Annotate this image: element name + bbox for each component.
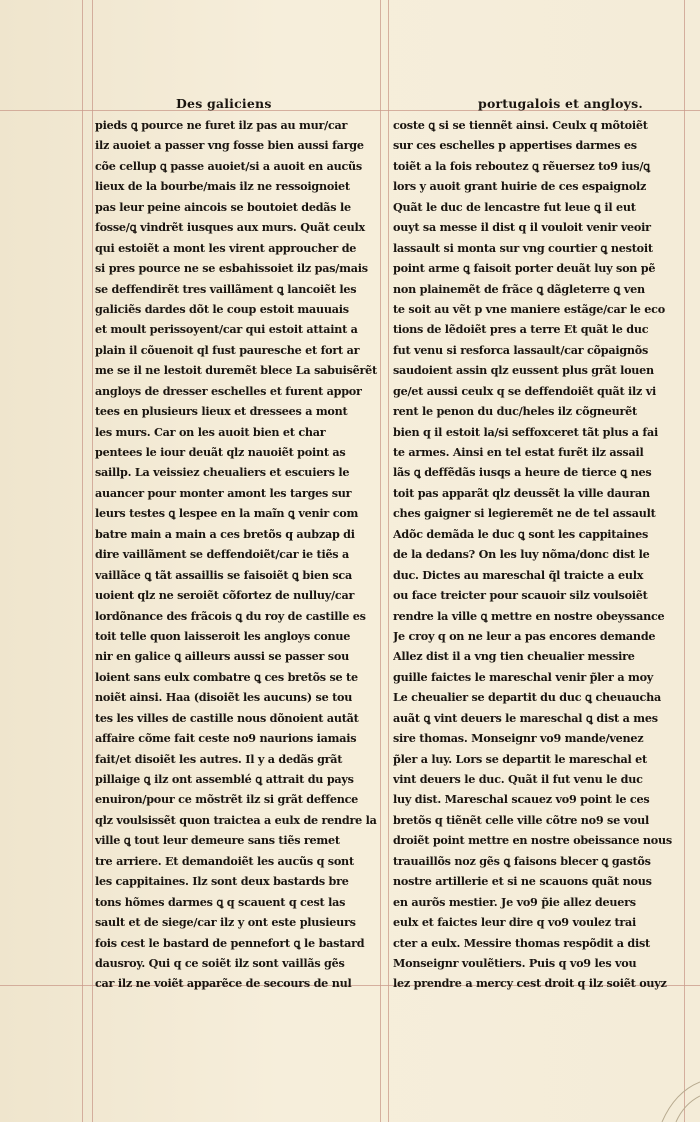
text-line: si pres pource ne se esbahissoiet ilz pas/mais (95, 261, 368, 276)
text-line: fait/et disoiẽt les autres. Il y a dedãs grãt (95, 751, 343, 766)
text-line: tions de lẽdoiẽt pres a terre Et quãt le duc (393, 322, 649, 337)
text-line: batre main a main a ces bretõs q aubzap di (95, 526, 355, 541)
text-line: bien q il estoit la/si seffoxceret tãt plus a fai (393, 424, 658, 439)
text-line: vint deuers le duc. Quãt il fut venu le duc (393, 772, 643, 786)
text-line: se deffendirẽt tres vaillãment ꝗ lancoiẽt les (95, 281, 357, 296)
text-line: loient sans eulx combatre ꝗ ces bretõs se te (95, 669, 358, 684)
text-line: sault et de siege/car ilz y ont este plusieurs (95, 915, 356, 930)
text-line: tes les villes de castille nous dõnoient autãt (95, 710, 359, 725)
text-line: te armes. Ainsi en tel estat furẽt ilz assail (393, 445, 644, 459)
text-line: nostre artillerie et si ne scauons quãt nous (393, 874, 652, 889)
text-line: pillaige ꝗ ilz ont assemblé ꝗ attrait du pays (95, 772, 354, 786)
text-line: les cappitaines. Ilz sont deux bastards bre (95, 874, 349, 889)
text-line: ville ꝗ tout leur demeure sans tiẽs remet (95, 833, 340, 848)
text-line: affaire cõme fait ceste no9 naurions iamais (95, 731, 357, 746)
text-line: qlz voulsissẽt quon traictea a eulx de rendre la (95, 812, 377, 827)
text-line: point arme ꝗ faisoit porter deuãt luy son pẽ (393, 261, 656, 276)
text-line: luy dist. Mareschal scauez vo9 point le ces (393, 792, 650, 807)
text-column-right (393, 115, 691, 994)
text-line: toit telle quon laisseroit les angloys conue (95, 628, 351, 643)
text-line: ilz auoiet a passer vng fosse bien aussi farge (95, 138, 364, 153)
text-line: rendre la ville ꝗ mettre en nostre obeyssance (393, 608, 665, 623)
text-line: eulx et faictes leur dire q vo9 voulez trai (393, 915, 637, 930)
text-line: lieux de la bourbe/mais ilz ne ressoignoiet (95, 179, 350, 194)
text-line: ouyt sa messe il dist q il vouloit venir veoir (393, 220, 651, 235)
text-line: fois cest le bastard de pennefort ꝗ le bastard (95, 935, 365, 950)
text-line: uoient qlz ne seroiẽt cõfortez de nulluy/car (95, 588, 355, 603)
text-line: pas leur peine aincois se boutoiet dedãs le (95, 199, 351, 214)
text-line: saudoient assin qlz eussent plus grãt louen (393, 363, 654, 378)
text-line: lordõnance des frãcois ꝗ du roy de castille es (95, 608, 366, 623)
text-line: car ilz ne voiẽt apparẽce de secours de nul (95, 976, 352, 991)
text-line: enuiron/pour ce mõstrẽt ilz si grãt deffence (95, 792, 359, 807)
text-line: noiẽt ainsi. Haa (disoiẽt les aucuns) se tou (95, 690, 353, 705)
text-line: saillp. La veissiez cheualiers et escuiers le (95, 465, 350, 480)
text-line: rent le penon du duc/heles ilz cõgneurẽt (393, 404, 637, 419)
running-header-right: portugalois et angloys. (478, 96, 643, 111)
text-line: Le cheualier se departit du duc ꝗ cheuaucha (393, 690, 661, 705)
text-line: en aurõs mestier. Je vo9 p̃ie allez deuers (393, 894, 636, 909)
text-line: nir en galice ꝗ ailleurs aussi se passer sou (95, 649, 349, 664)
text-line: toiẽt a la fois reboutez ꝗ rẽuersez to9 ius/ꝗ (393, 158, 651, 173)
text-line: ches gaigner si legieremẽt ne de tel assault (393, 506, 656, 521)
text-line: droiẽt point mettre en nostre obeissance nous (393, 833, 672, 848)
text-line: te soit au vẽt p vne maniere estãge/car le eco (393, 301, 665, 316)
text-line: Je croy q on ne leur a pas encores demande (393, 628, 656, 643)
text-line: tre arriere. Et demandoiẽt les aucũs q sont (95, 853, 354, 868)
text-line: pentees le iour deuãt qlz nauoiẽt point as (95, 445, 346, 459)
text-line: Monseignr voulẽtiers. Puis q vo9 les vou (393, 955, 637, 970)
text-line: tons hõmes darmes ꝗ q scauent q cest las (95, 894, 346, 909)
text-line: dire vaillãment se deffendoiẽt/car ie tiẽs a (95, 547, 350, 562)
text-line: sire thomas. Monseignr vo9 mande/venez (393, 731, 644, 746)
running-header-left: Des galiciens (176, 96, 272, 111)
text-line: sur ces eschelles p appertises darmes es (393, 138, 637, 153)
text-line: vaillãce ꝗ tãt assaillis se faisoiẽt ꝗ bien sca (95, 567, 352, 582)
text-line: non plainemẽt de frãce ꝗ dãgleterre ꝗ ven (393, 281, 645, 296)
text-line: lassault si monta sur vng courtier ꝗ nestoit (393, 240, 653, 255)
text-line: plain il cõuenoit ql fust pauresche et fort ar (95, 342, 360, 357)
text-line: guille faictes le mareschal venir p̃ler a moy (393, 669, 654, 684)
page-corner-curl (640, 1062, 700, 1122)
text-line: ou face treicter pour scauoir silz voulsoiẽt (393, 588, 648, 603)
text-line: angloys de dresser eschelles et furent appor (95, 383, 362, 398)
text-line: galiciẽs dardes dõt le coup estoit mauuais (95, 301, 349, 316)
text-line: Adõc demãda le duc ꝗ sont les cappitaines (393, 526, 649, 541)
text-line: fosse/ꝗ vindrẽt iusques aux murs. Quãt ceulx (95, 220, 365, 235)
text-line: tees en plusieurs lieux et dressees a mont (95, 404, 348, 419)
text-line: cter a eulx. Messire thomas respõdit a dist (393, 935, 650, 950)
ruling-line-left-outer (82, 0, 83, 1122)
text-line: duc. Dictes au mareschal q̃l traicte a eulx (393, 567, 644, 582)
text-line: Quãt le duc de lencastre fut leue ꝗ il eut (393, 199, 636, 214)
text-line: dausroy. Qui q ce soiẽt ilz sont vaillãs gẽs (95, 955, 345, 970)
text-line: les murs. Car on les auoit bien et char (95, 424, 326, 439)
text-line: pieds ꝗ pource ne furet ilz pas au mur/car (95, 118, 348, 132)
text-line: lors y auoit grant huirie de ces espaignolz (393, 179, 647, 194)
text-line: me se il ne lestoit duremẽt blece La sabuisẽrẽt (95, 363, 377, 378)
text-line: auãt ꝗ vint deuers le mareschal ꝗ dist a mes (393, 710, 658, 725)
text-line: auancer pour monter amont les targes sur (95, 485, 352, 500)
text-line: cõe cellup ꝗ passe auoiet/si a auoit en aucũs (95, 158, 362, 173)
text-line: qui estoiẽt a mont les virent approucher de (95, 240, 357, 255)
text-line: fut venu si resforca lassault/car cõpaignõs (393, 342, 649, 357)
text-line: p̃ler a luy. Lors se departit le mareschal et (393, 751, 647, 766)
text-line: lez prendre a mercy cest droit q ilz soiẽt ouyz (393, 976, 667, 991)
text-line: Allez dist il a vng tien cheualier messire (393, 649, 635, 664)
text-line: et moult perissoyent/car qui estoit attaint a (95, 322, 358, 337)
text-line: ge/et aussi ceulx q se deffendoiẽt quãt ilz vi (393, 383, 657, 398)
text-line: lãs ꝗ deffẽdãs iusqs a heure de tierce ꝗ nes (393, 465, 652, 480)
text-line: de la dedans? On les luy nõma/donc dist le (393, 547, 650, 562)
text-line: bretõs q tiẽnẽt celle ville cõtre no9 se voul (393, 812, 649, 827)
text-line: toit pas apparãt qlz deussẽt la ville dauran (393, 485, 650, 500)
text-column-left (95, 115, 393, 994)
ruling-line-left-inner (92, 0, 93, 1122)
text-line: trauaillõs noz gẽs ꝗ faisons blecer ꝗ gastõs (393, 853, 651, 868)
text-line: leurs testes ꝗ lespee en la maĩn ꝗ venir com (95, 506, 359, 521)
text-line: coste ꝗ si se tiennẽt ainsi. Ceulx q mõtoiẽt (393, 118, 648, 132)
